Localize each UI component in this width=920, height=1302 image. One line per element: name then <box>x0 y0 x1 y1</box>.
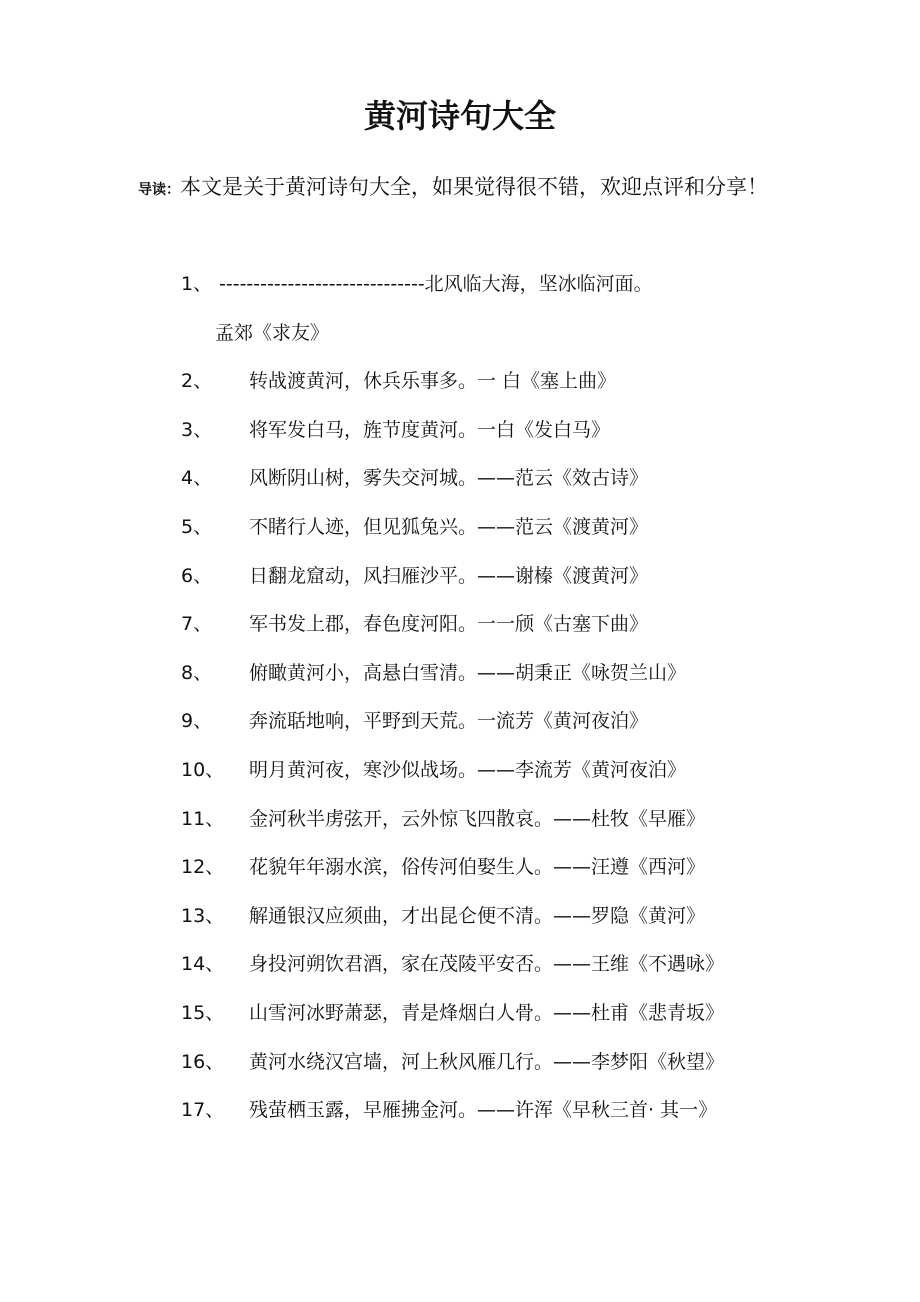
poem-list <box>0 260 920 1135</box>
item-number: 4、 <box>181 467 213 490</box>
list-item <box>0 1038 920 1087</box>
list-item <box>0 260 920 309</box>
item-number: 1、 <box>181 273 213 295</box>
item-number: 6、 <box>181 564 213 587</box>
item-text: 身投河朔饮君酒，家在茂陵平安否。——王维《不遇咏》 <box>249 953 725 976</box>
intro-lead: 导读： <box>138 182 180 198</box>
list-item <box>0 503 920 552</box>
item-text: 军书发上郡，春色度河阳。一一颀《古塞下曲》 <box>249 613 649 636</box>
list-item-continuation <box>0 309 920 358</box>
list-item <box>0 1086 920 1135</box>
item-text: 将军发白马，旌节度黄河。一白《发白马》 <box>249 418 611 441</box>
item-number: 3、 <box>181 418 213 441</box>
intro-paragraph <box>138 166 788 211</box>
item-text: 不睹行人迹，但见狐兔兴。——范云《渡黄河》 <box>249 515 649 538</box>
item-number: 13、 <box>181 904 225 927</box>
item-text: ------------------------------北风临大海，坚冰临河面。 <box>219 273 653 295</box>
document-title: 黄河诗句大全 <box>363 97 556 135</box>
item-number: 12、 <box>181 856 225 879</box>
item-number: 9、 <box>181 710 213 733</box>
list-item <box>0 357 920 406</box>
item-number: 14、 <box>181 953 225 976</box>
item-number: 16、 <box>181 1050 225 1073</box>
list-item <box>0 843 920 892</box>
item-number: 15、 <box>181 1001 225 1024</box>
item-number: 17、 <box>181 1099 225 1122</box>
item-text: 日翻龙窟动，风扫雁沙平。——谢榛《渡黄河》 <box>249 564 649 587</box>
list-item <box>0 600 920 649</box>
item-text: 转战渡黄河，休兵乐事多。一 白《塞上曲》 <box>249 370 617 393</box>
item-text: 俯瞰黄河小，高悬白雪清。——胡秉正《咏贺兰山》 <box>249 661 687 684</box>
item-text: 黄河水绕汉宫墙，河上秋风雁几行。——李梦阳《秋望》 <box>249 1050 725 1073</box>
item-text: 金河秋半虏弦开，云外惊飞四散哀。——杜牧《早雁》 <box>249 807 706 830</box>
item-text: 明月黄河夜，寒沙似战场。——李流芳《黄河夜泊》 <box>249 758 687 781</box>
item-number: 7、 <box>181 613 213 636</box>
list-item <box>0 940 920 989</box>
item-text: 解通银汉应须曲，才出昆仑便不清。——罗隐《黄河》 <box>249 904 706 927</box>
list-item <box>0 552 920 601</box>
list-item <box>0 892 920 941</box>
item-number: 11、 <box>181 807 225 830</box>
item-text: 孟郊《求友》 <box>215 321 330 344</box>
item-number: 2、 <box>181 370 213 393</box>
list-item <box>0 697 920 746</box>
item-text: 奔流聒地响，平野到天荒。一流芳《黄河夜泊》 <box>249 710 649 733</box>
item-text: 花貌年年溺水滨，俗传河伯娶生人。——汪遵《西河》 <box>249 856 706 879</box>
list-item <box>0 989 920 1038</box>
item-number: 10、 <box>181 758 225 781</box>
list-item <box>0 649 920 698</box>
item-text: 风断阴山树，雾失交河城。——范云《效古诗》 <box>249 467 649 490</box>
item-text: 山雪河冰野萧瑟，青是烽烟白人骨。——杜甫《悲青坂》 <box>249 1001 725 1024</box>
intro-text: 本文是关于黄河诗句大全，如果觉得很不错，欢迎点评和分享！ <box>180 175 768 199</box>
list-item <box>0 454 920 503</box>
item-number: 8、 <box>181 661 213 684</box>
list-item <box>0 406 920 455</box>
list-item <box>0 746 920 795</box>
list-item <box>0 795 920 844</box>
item-text: 残萤栖玉露，早雁拂金河。——许浑《早秋三首· 其一》 <box>249 1099 718 1122</box>
item-number: 5、 <box>181 515 213 538</box>
